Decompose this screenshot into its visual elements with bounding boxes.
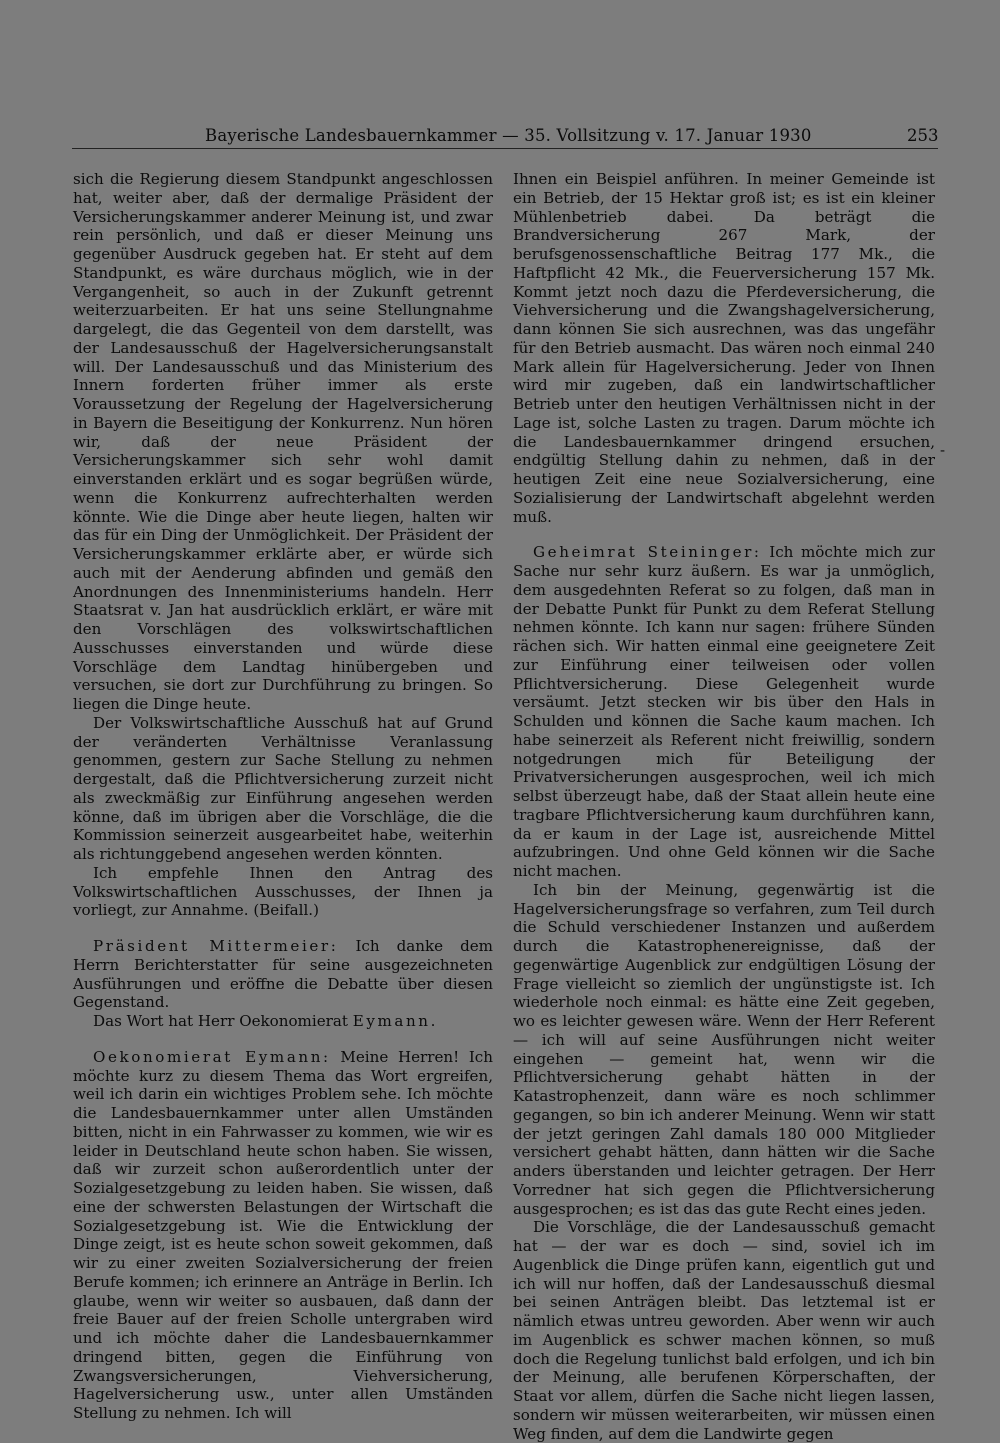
speech-text: Meine Herren! Ich möchte kurz zu diesem Thema das Wort ergreifen, weil ich darin ein wichtiges Problem sehe. Ich möchte die Landesbauernkammer unter allen Umständen bitten, nicht in ein Fahrwasser zu kommen, wie wir es leider in Deutschland heute schon haben. Sie wissen, daß wir zurzeit schon außerordentlich unter der Sozialgesetzgebung zu leiden haben. Sie wissen, daß eine der schwersten Belastungen der Wirtschaft die Sozialgesetzgebung ist. Wie die Entwicklung der Dinge zeigt, ist es heute schon soweit gekommen, daß wir zu einer zweiten Sozialversicherung der freien Berufe kommen; ich erinnere an Anträge in Berlin. Ich glaube, wenn wir weiter so ausbauen, daß dann der freie Bauer auf der freien Scholle untergraben wird und ich möchte daher die Landesbauernkammer dringend bitten, gegen die Einführung von Zwangsversicherungen, Viehversicherung, Hagelversicherung usw., unter allen Umständen Stellung zu nehmen. Ich will [73, 1047, 493, 1422]
paragraph: Ich bin der Meinung, gegenwärtig ist die Hagelversicherungsfrage so verfahren, zum Teil durch die Schuld verschiedener Instanzen und außerdem durch die Katastrophenereignisse, daß der gegenwärtige Augenblick zur endgültigen Lösung der Frage vielleicht so ziemlich der ungünstigste ist. Ich wiederhole noch einmal: es hätte eine Zeit gegeben, wo es leichter gewesen wäre. Wenn der Herr Referent — ich will auf seine Ausführungen nicht weiter eingehen — gemeint hat, wenn wir die Pflichtversicherung gehabt hätten in der Katastrophenzeit, dann wäre es noch schlimmer gegangen, so bin ich anderer Meinung. Wenn wir statt der jetzt geringen Zahl damals 180 000 Mitglieder versichert gehabt hätten, dann hätten wir die Sache anders überstanden und leichter getragen. Der Herr Vorredner hat sich gegen die Pflichtversicherung ausgesprochen; es ist das das gute Recht eines jeden. [513, 880, 935, 1218]
paragraph: Ihnen ein Beispiel anführen. In meiner Gemeinde ist ein Betrieb, der 15 Hektar groß ist; es ist ein kleiner Mühlenbetrieb dabei. Da beträgt die Brandversicherung 267 Mark, der berufsgenossenschaftliche Beitrag 177 Mk., die Haftpflicht 42 Mk., die Feuerversicherung 157 Mk. Kommt jetzt noch dazu die Pferdeversicherung, die Viehversicherung und die Zwangshagelversicherung, dann können Sie sich ausrechnen, was das ungefähr für den Betrieb ausmacht. Das wären noch einmal 240 Mark allein für Hagelversicherung. Jeder von Ihnen wird mir zugeben, daß ein landwirtschaftlicher Betrieb unter den heutigen Verhältnissen nicht in der Lage ist, solche Lasten zu tragen. Darum möchte ich die Landesbauernkammer dringend ersuchen, endgültig Stellung dahin zu nehmen, daß in der heutigen Zeit eine neue Sozialversicherung, eine Sozialisierung der Landwirtschaft abgelehnt werden muß. [513, 170, 935, 526]
speaker-name: Oekonomierat Eymann: [93, 1047, 331, 1066]
speech-paragraph [73, 937, 493, 1012]
running-head: Bayerische Landesbauernkammer — 35. Vollsitzung v. 17. Januar 1930 [205, 126, 812, 145]
speaker-name: Geheimrat Steininger: [533, 543, 762, 562]
right-column [513, 170, 935, 1443]
paragraph: Die Vorschläge, die der Landesausschuß gemacht hat — der war es doch — sind, soviel ich im Augenblick die Dinge prüfen kann, eigentlich gut und ich will nur hoffen, daß der Landesausschuß diesmal bei seinen Anträgen bleibt. Das letztemal ist er nämlich etwas untreu geworden. Aber wenn wir auch im Augenblick es schwer machen können, so muß doch die Regelung tunlichst bald erfolgen, und ich bin der Meinung, alle berufenen Körperschaften, der Staat vor allem, dürfen die Sache nicht liegen lassen, sondern wir müssen weiterarbeiten, wir müssen einen Weg finden, auf dem die Landwirte gegen [513, 1218, 935, 1443]
page-number: 253 [907, 126, 939, 145]
paragraph [73, 1012, 493, 1031]
speech-text: Ich danke dem Herrn Berichterstatter für seine ausgezeichneten Ausführungen und eröffne die Debatte über diesen Gegenstand. [73, 937, 493, 1012]
page-header [0, 126, 1000, 150]
speaker-name: Eymann. [352, 1012, 439, 1030]
margin-mark: - [940, 441, 946, 459]
paragraph: sich die Regierung diesem Standpunkt angeschlossen hat, weiter aber, daß der dermalige Präsident der Versicherungskammer anderer Meinung ist, und zwar rein persönlich, und daß er dieser Meinung uns gegenüber Ausdruck gegeben hat. Er steht auf dem Standpunkt, es wäre durchaus möglich, wie in der Vergangenheit, so auch in der Zukunft getrennt weiterzuarbeiten. Er hat uns seine Stellungnahme dargelegt, die das Gegenteil von dem darstellt, was der Landesausschuß der Hagelversicherungsanstalt will. Der Landesausschuß und das Ministerium des Innern forderten früher immer als erste Voraussetzung der Regelung der Hagelversicherung in Bayern die Beseitigung der Konkurrenz. Nun hören wir, daß der neue Präsident der Versicherungskammer sich sehr wohl damit einverstanden erklärt und es sogar begrüßen würde, wenn die Konkurrenz aufrechterhalten werden könnte. Wie die Dinge aber heute liegen, halten wir das für ein Ding der Unmöglichkeit. Der Präsident der Versicherungskammer erklärte aber, er würde sich auch mit der Aenderung abfinden und gemäß den Anordnungen des Innenministeriums handeln. Herr Staatsrat v. Jan hat ausdrücklich erklärt, er wäre mit den Vorschlägen des volkswirtschaftlichen Ausschusses einverstanden und würde diese Vorschläge dem Landtag hinübergeben und versuchen, sie dort zur Durchführung zu bringen. So liegen die Dinge heute. [73, 170, 493, 713]
left-column [73, 170, 493, 1423]
speech-text: Das Wort hat Herr Oekonomierat [93, 1012, 353, 1030]
speech-text: Ich möchte mich zur Sache nur sehr kurz äußern. Es war ja unmöglich, dem ausgedehnten Referat so zu folgen, daß man in der Debatte Punkt für Punkt zu dem Referat Stellung nehmen könnte. Ich kann nur sagen: frühere Sünden rächen sich. Wir hatten einmal eine geeignetere Zeit zur Einführung einer teilweisen oder vollen Pflichtversicherung. Diese Gelegenheit wurde versäumt. Jetzt stecken wir bis über den Hals in Schulden und können die Sache kaum machen. Ich habe seinerzeit als Referent nicht freiwillig, sondern notgedrungen mich für Beteiligung der Privatversicherungen ausgesprochen, weil ich mich selbst überzeugt habe, daß der Staat allein heute eine tragbare Pflichtversicherung kaum durchführen kann, da er kaum in der Lage ist, ausreichende Mittel aufzubringen. Und ohne Geld können wir die Sache nicht machen. [513, 543, 935, 880]
speech-paragraph [513, 543, 935, 881]
speech-paragraph [73, 1048, 493, 1423]
paragraph: Der Volkswirtschaftliche Ausschuß hat auf Grund der veränderten Verhältnisse Veranlassung genommen, gestern zur Sache Stellung zu nehmen dergestalt, daß die Pflichtversicherung zurzeit nicht als zweckmäßig zur Einführung angesehen werden könne, daß im übrigen aber die Vorschläge, die die Kommission seinerzeit ausgearbeitet habe, weiterhin als richtunggebend angesehen werden könnten. [73, 713, 493, 863]
paragraph: Ich empfehle Ihnen den Antrag des Volkswirtschaftlichen Ausschusses, der Ihnen ja vorliegt, zur Annahme. (Beifall.) [73, 863, 493, 920]
speaker-name: Präsident Mittermeier: [93, 937, 339, 955]
header-rule [72, 148, 938, 149]
